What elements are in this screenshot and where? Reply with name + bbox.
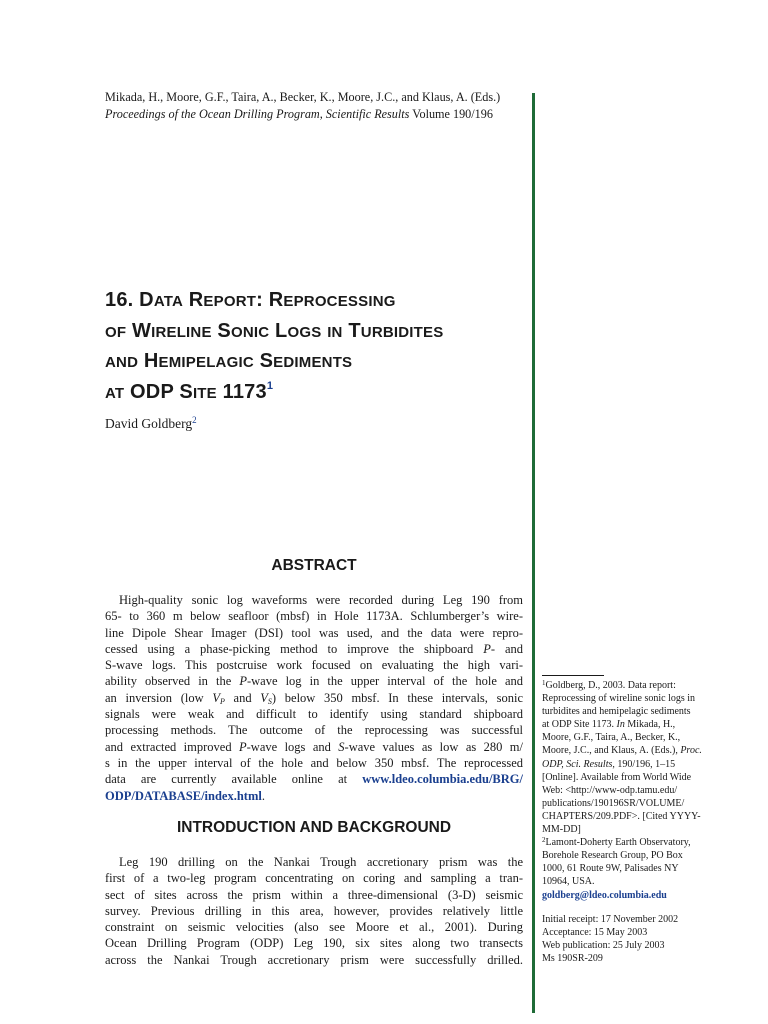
footnote-1-line: $^1$Goldberg, D., 2003. Data report: bbox=[542, 679, 676, 691]
abstract-line: S-wave logs. This postcruise work focused on evaluating the high vari- bbox=[105, 658, 523, 673]
intro-heading: INTRODUCTION AND BACKGROUND bbox=[176, 819, 452, 836]
date-initial-receipt: Initial receipt: 17 November 2002 bbox=[542, 914, 679, 925]
footnotes bbox=[542, 679, 724, 902]
margin-rule bbox=[532, 93, 535, 1013]
citation-volume-number: Volume 190/196 bbox=[409, 107, 493, 121]
footnote-1-line: ODP, Sci. Results, 190/196, 1–15 bbox=[542, 758, 676, 770]
footnote-2-line: Borehole Research Group, PO Box bbox=[542, 850, 683, 862]
footnote-1-line: [Online]. Available from World Wide bbox=[542, 771, 692, 783]
report-title bbox=[105, 286, 525, 408]
abstract-line: cessed using a phase-picking method to improve the shipboard P- and bbox=[105, 641, 523, 656]
intro-line: survey. Previous drilling in this area, however, provides relatively little bbox=[105, 903, 523, 918]
database-link-cont[interactable]: ODP/DATABASE/index.html bbox=[105, 788, 262, 803]
footnote-1-line: Moore, G.F., Taira, A., Becker, K., bbox=[542, 732, 681, 744]
citation-volume bbox=[105, 106, 525, 123]
footnote-rule bbox=[542, 675, 604, 676]
abstract-line: and extracted improved P-wave logs and S-wave values as low as 280 m/ bbox=[105, 739, 523, 754]
footnote-1-line: publications/190196SR/VOLUME/ bbox=[542, 797, 685, 809]
footnote-1-marker: 1 bbox=[542, 679, 546, 687]
footnote-1-line: turbidites and hemipelagic sediments bbox=[542, 706, 691, 718]
citation-editors: Mikada, H., Moore, G.F., Taira, A., Becker, K., Moore, J.C., and Klaus, A. (Eds.) bbox=[105, 90, 501, 104]
abstract-line: ODP/DATABASE/index.html. bbox=[105, 788, 265, 803]
database-link[interactable]: www.ldeo.columbia.edu/BRG/ bbox=[362, 772, 523, 787]
intro-body bbox=[105, 854, 523, 968]
intro-line: across the Nankai Trough accretionary prism were successfully drilled. bbox=[105, 952, 523, 967]
abstract-line: 65- to 360 m below seafloor (mbsf) in Hole 1173A. Schlumberger’s wire- bbox=[105, 609, 523, 624]
footnote-1-line: CHAPTERS/209.PDF>. [Cited YYYY- bbox=[542, 810, 701, 822]
manuscript-number: Ms 190SR-209 bbox=[542, 953, 603, 965]
abstract-line: processing methods. The outcome of the reprocessing was successful bbox=[105, 723, 523, 738]
abstract-line: ability observed in the P-wave log in the upper interval of the hole and bbox=[105, 674, 523, 689]
citation-series: Proceedings of the Ocean Drilling Program, Scientific Results bbox=[105, 107, 410, 121]
footnote-2-line: 10964, USA. bbox=[542, 876, 595, 888]
abstract-line: High-quality sonic log waveforms were recorded during Leg 190 from bbox=[119, 593, 523, 607]
date-web-publication: Web publication: 25 July 2003 bbox=[542, 940, 665, 952]
author-email-link[interactable]: goldberg@ldeo.columbia.edu bbox=[542, 889, 667, 901]
intro-line: first of a two-leg program concentrating on coring and sampling a tran- bbox=[105, 871, 523, 886]
publication-dates bbox=[542, 913, 724, 965]
footnote-1-line: Web: <http://www-odp.tamu.edu/ bbox=[542, 784, 678, 796]
abstract-body bbox=[105, 592, 523, 804]
intro-line: Leg 190 drilling on the Nankai Trough accretionary prism was the bbox=[119, 855, 523, 869]
title-line-1: 16. DATA REPORT: REPROCESSING bbox=[105, 289, 396, 311]
footnote-2-line: $^2$Lamont-Doherty Earth Observatory, bbox=[542, 836, 691, 849]
date-acceptance: Acceptance: 15 May 2003 bbox=[542, 927, 648, 939]
citation-header bbox=[105, 89, 525, 123]
abstract-line: an inversion (low $V_P$ and $V_S$) below 350 mbsf. In these intervals, sonic bbox=[105, 690, 523, 706]
intro-line: sect of sites across the prism within a three-dimensional (3-D) seismic bbox=[105, 887, 523, 902]
footnote-1-line: Reprocessing of wireline sonic logs in bbox=[542, 693, 696, 705]
title-line-3: AND HEMIPELAGIC SEDIMENTS bbox=[105, 350, 353, 372]
author-name: David Goldberg bbox=[105, 416, 193, 431]
footnote-2-line: 1000, 61 Route 9W, Palisades NY bbox=[542, 863, 679, 875]
title-line-4: AT ODP SITE 1173$^1$ bbox=[105, 379, 274, 403]
abstract-line: line Dipole Shear Imager (DSI) tool was used, and the data were repro- bbox=[105, 625, 523, 640]
author-footnote-ref[interactable]: 2 bbox=[192, 415, 197, 425]
abstract-line: signals were weak and difficult to identify using standard shipboard bbox=[105, 707, 523, 722]
abstract-line: data are currently available online at www.ldeo.columbia.edu/BRG/ bbox=[105, 772, 523, 787]
abstract-line: s in the upper interval of the hole and below 350 mbsf. The reprocessed bbox=[105, 755, 523, 770]
footnote-1-line: Moore, J.C., and Klaus, A. (Eds.), Proc. bbox=[542, 745, 702, 757]
abstract-heading: ABSTRACT bbox=[271, 557, 357, 574]
footnote-1-line: at ODP Site 1173. In Mikada, H., bbox=[542, 719, 676, 731]
title-line-2: OF WIRELINE SONIC LOGS IN TURBIDITES bbox=[105, 319, 444, 342]
intro-line: constraint on seismic velocities (also see Moore et al., 2001). During bbox=[105, 920, 523, 935]
footnote-2-marker: 2 bbox=[542, 836, 546, 845]
footnote-1-line: MM-DD] bbox=[542, 824, 581, 836]
title-footnote-ref[interactable]: 1 bbox=[266, 379, 274, 392]
author-line bbox=[105, 416, 197, 432]
intro-line: Ocean Drilling Program (ODP) Leg 190, six sites along two transects bbox=[105, 936, 523, 951]
